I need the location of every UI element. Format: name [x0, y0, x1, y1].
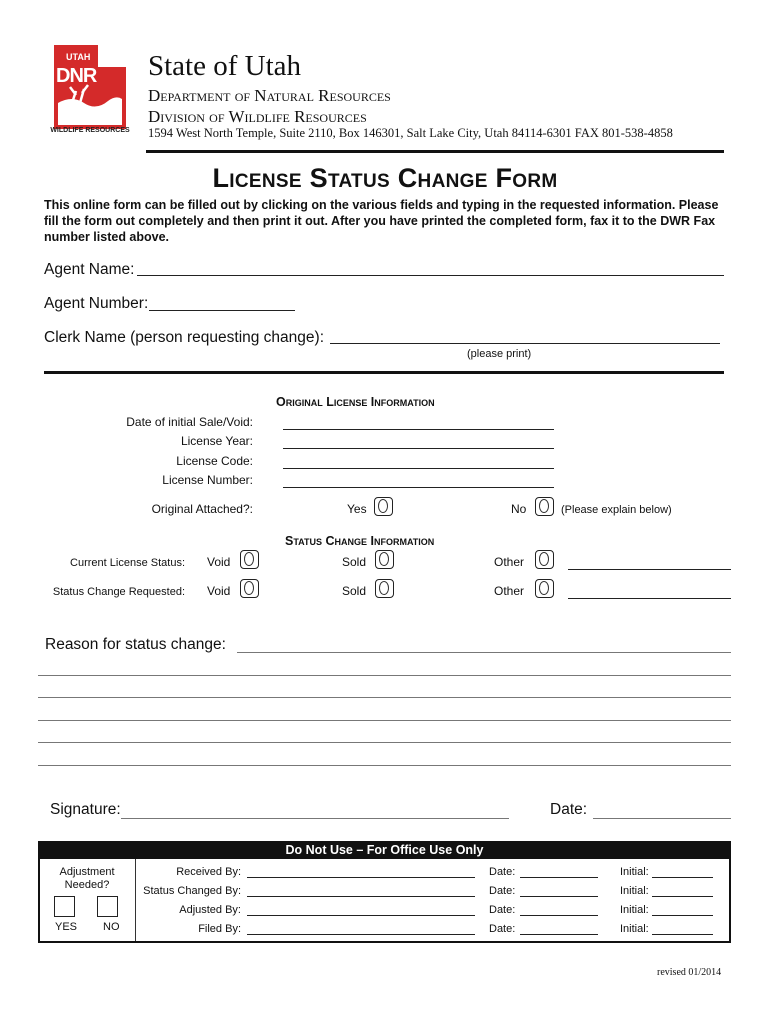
attached-yes-checkbox[interactable]	[374, 497, 393, 516]
adjusted-date-field[interactable]	[520, 915, 598, 916]
initial-date-label: Date of initial Sale/Void:	[126, 415, 253, 429]
requested-sold-label: Sold	[342, 584, 367, 598]
requested-status-label: Status Change Requested:	[52, 586, 185, 598]
adjusted-initial-label: Initial:	[620, 904, 649, 916]
signature-date-field[interactable]	[593, 818, 731, 819]
logo-top-text: UTAH	[66, 52, 91, 62]
adjusted-initial-field[interactable]	[652, 915, 713, 916]
requested-other-label: Other	[494, 584, 525, 598]
agent-number-label: Agent Number:	[44, 295, 149, 312]
reason-label: Reason for status change:	[45, 636, 226, 653]
attached-no-checkbox[interactable]	[535, 497, 554, 516]
reason-line-6[interactable]	[38, 765, 731, 766]
reason-line-2[interactable]	[38, 675, 731, 676]
signature-date-label: Date:	[550, 801, 588, 818]
received-initial-field[interactable]	[652, 877, 713, 878]
adjustment-yes-label: YES	[55, 921, 78, 933]
reason-line-4[interactable]	[38, 720, 731, 721]
license-year-label: License Year:	[180, 434, 253, 448]
filed-by-field[interactable]	[247, 934, 475, 935]
status-change-heading: Status Change Information	[285, 534, 435, 548]
adjusted-date-label: Date:	[489, 904, 516, 916]
filed-date-label: Date:	[489, 923, 516, 935]
current-other-checkbox[interactable]	[535, 550, 554, 569]
changed-date-label: Date:	[489, 885, 516, 897]
filed-by-label: Filed By:	[198, 923, 241, 935]
requested-sold-checkbox[interactable]	[375, 579, 394, 598]
adjusted-by-field[interactable]	[247, 915, 475, 916]
original-attached-label: Original Attached?:	[151, 502, 253, 516]
original-info-heading: Original License Information	[276, 395, 435, 409]
office-divider	[135, 859, 136, 941]
status-changed-by-label: Status Changed By:	[143, 885, 241, 897]
address-line: 1594 West North Temple, Suite 2110, Box 146301, Salt Lake City, Utah 84114-6301 FAX 801-538-4858	[148, 126, 673, 140]
explain-note: (Please explain below)	[561, 504, 672, 516]
agent-name-field[interactable]	[137, 275, 724, 276]
clerk-name-label: Clerk Name (person requesting change):	[44, 329, 324, 346]
adjustment-no-box[interactable]	[97, 896, 118, 917]
office-use-heading: Do Not Use – For Office Use Only	[285, 843, 484, 857]
current-sold-label: Sold	[342, 555, 367, 569]
signature-field[interactable]	[121, 818, 509, 819]
adjustment-label: Adjustment Needed?	[59, 866, 115, 891]
adjusted-by-label: Adjusted By:	[179, 904, 241, 916]
reason-line-5[interactable]	[38, 742, 731, 743]
requested-void-checkbox[interactable]	[240, 579, 259, 598]
section-rule	[44, 371, 724, 374]
adjustment-yes-box[interactable]	[54, 896, 75, 917]
agent-number-field[interactable]	[149, 310, 295, 311]
dnr-logo	[50, 43, 130, 139]
instructions-text: This online form can be filled out by clicking on the various fields and typing in the requested information. Please fill the form out completely and then print it out. After you have printed the completed form, fax it to the DWR Fax number listed above.	[44, 198, 719, 244]
header-rule	[146, 150, 724, 153]
current-other-field[interactable]	[568, 569, 731, 570]
attached-yes-label: Yes	[347, 502, 367, 516]
revision-note: revised 01/2014	[657, 967, 722, 978]
received-by-label: Received By:	[176, 866, 241, 878]
initial-date-field[interactable]	[283, 429, 554, 430]
status-changed-by-field[interactable]	[247, 896, 475, 897]
state-title: State of Utah	[148, 50, 302, 82]
license-number-label: License Number:	[162, 473, 253, 487]
please-print-note: (please print)	[467, 348, 532, 360]
changed-initial-label: Initial:	[620, 885, 649, 897]
reason-line-1[interactable]	[237, 652, 731, 653]
received-initial-label: Initial:	[620, 866, 649, 878]
filed-date-field[interactable]	[520, 934, 598, 935]
filed-initial-field[interactable]	[652, 934, 713, 935]
received-by-field[interactable]	[247, 877, 475, 878]
attached-no-label: No	[511, 502, 527, 516]
logo-bottom-text: WILDLIFE RESOURCES	[50, 127, 130, 134]
signature-label: Signature:	[50, 801, 121, 818]
form-title: License Status Change Form	[212, 163, 558, 193]
received-date-label: Date:	[489, 866, 516, 878]
license-number-field[interactable]	[283, 487, 554, 488]
clerk-name-field[interactable]	[330, 343, 720, 344]
current-sold-checkbox[interactable]	[375, 550, 394, 569]
changed-date-field[interactable]	[520, 896, 598, 897]
reason-line-3[interactable]	[38, 697, 731, 698]
requested-other-field[interactable]	[568, 598, 731, 599]
changed-initial-field[interactable]	[652, 896, 713, 897]
department-name: Department of Natural Resources	[148, 86, 391, 105]
division-name: Division of Wildlife Resources	[148, 107, 367, 126]
received-date-field[interactable]	[520, 877, 598, 878]
filed-initial-label: Initial:	[620, 923, 649, 935]
current-void-checkbox[interactable]	[240, 550, 259, 569]
license-code-field[interactable]	[283, 468, 554, 469]
requested-void-label: Void	[207, 584, 231, 598]
current-other-label: Other	[494, 555, 525, 569]
requested-other-checkbox[interactable]	[535, 579, 554, 598]
license-code-label: License Code:	[176, 454, 253, 468]
current-status-label: Current License Status:	[70, 557, 185, 569]
license-year-field[interactable]	[283, 448, 554, 449]
current-void-label: Void	[207, 555, 231, 569]
adjustment-no-label: NO	[103, 921, 120, 933]
logo-dnr-text: DNR	[56, 65, 97, 87]
agent-name-label: Agent Name:	[44, 261, 135, 278]
